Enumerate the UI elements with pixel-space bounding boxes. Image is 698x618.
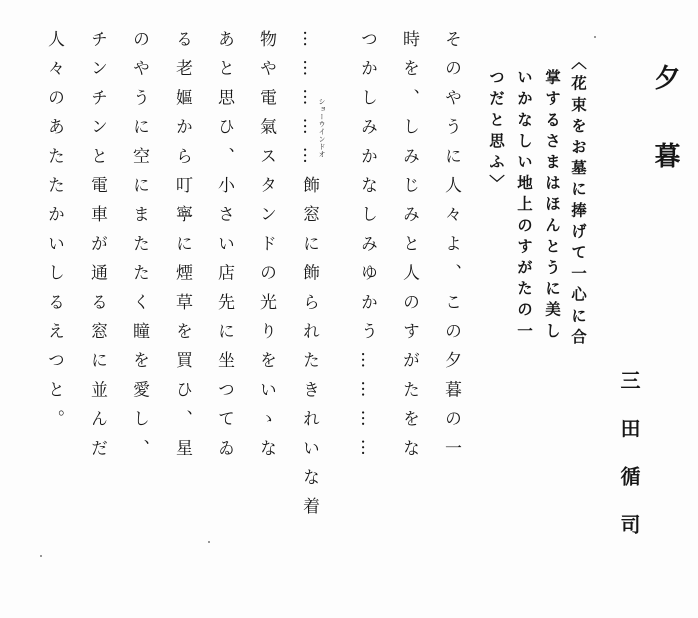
ruby-annotation: ショーウインドオ bbox=[318, 98, 326, 158]
author-name: 三田循司 bbox=[617, 370, 641, 562]
epigraph-line: 〈花束をお墓に捧げて一心に合 bbox=[569, 54, 588, 350]
paper-speck bbox=[208, 541, 210, 543]
body-line: のやうに空にまたたく瞳を愛し、 bbox=[129, 30, 149, 468]
body-line: チンチンと電車が通る窓に並んだ bbox=[87, 30, 107, 469]
poem-title: 夕暮 bbox=[650, 64, 680, 220]
body-line: ……………飾窓に飾られたきれいな着 bbox=[299, 30, 319, 527]
body-line: つかしみかなしみゆかう………… bbox=[357, 30, 377, 468]
epigraph-line: いかなしい地上のすがたの一 bbox=[515, 69, 534, 344]
body-line: 物や電氣スタンドの光りをいゝな bbox=[256, 30, 276, 468]
body-line: あと思ひ、小さい店先に坐つてゐ bbox=[214, 30, 234, 468]
body-line: る老嫗から叮寧に煙草を買ひ、星 bbox=[172, 30, 192, 468]
paper-speck bbox=[594, 36, 596, 38]
paper-speck bbox=[40, 555, 42, 557]
epigraph-line: 掌するさまはほんとうに美し bbox=[543, 69, 562, 344]
epigraph-line: つだと思ふ〉 bbox=[487, 69, 506, 196]
body-line: そのやうに人々よ、この夕暮の一 bbox=[441, 30, 461, 468]
body-line: 人々のあたたかいしるえつと。 bbox=[44, 30, 64, 439]
body-line: 時を、しみじみと人のすがたをな bbox=[399, 30, 419, 468]
